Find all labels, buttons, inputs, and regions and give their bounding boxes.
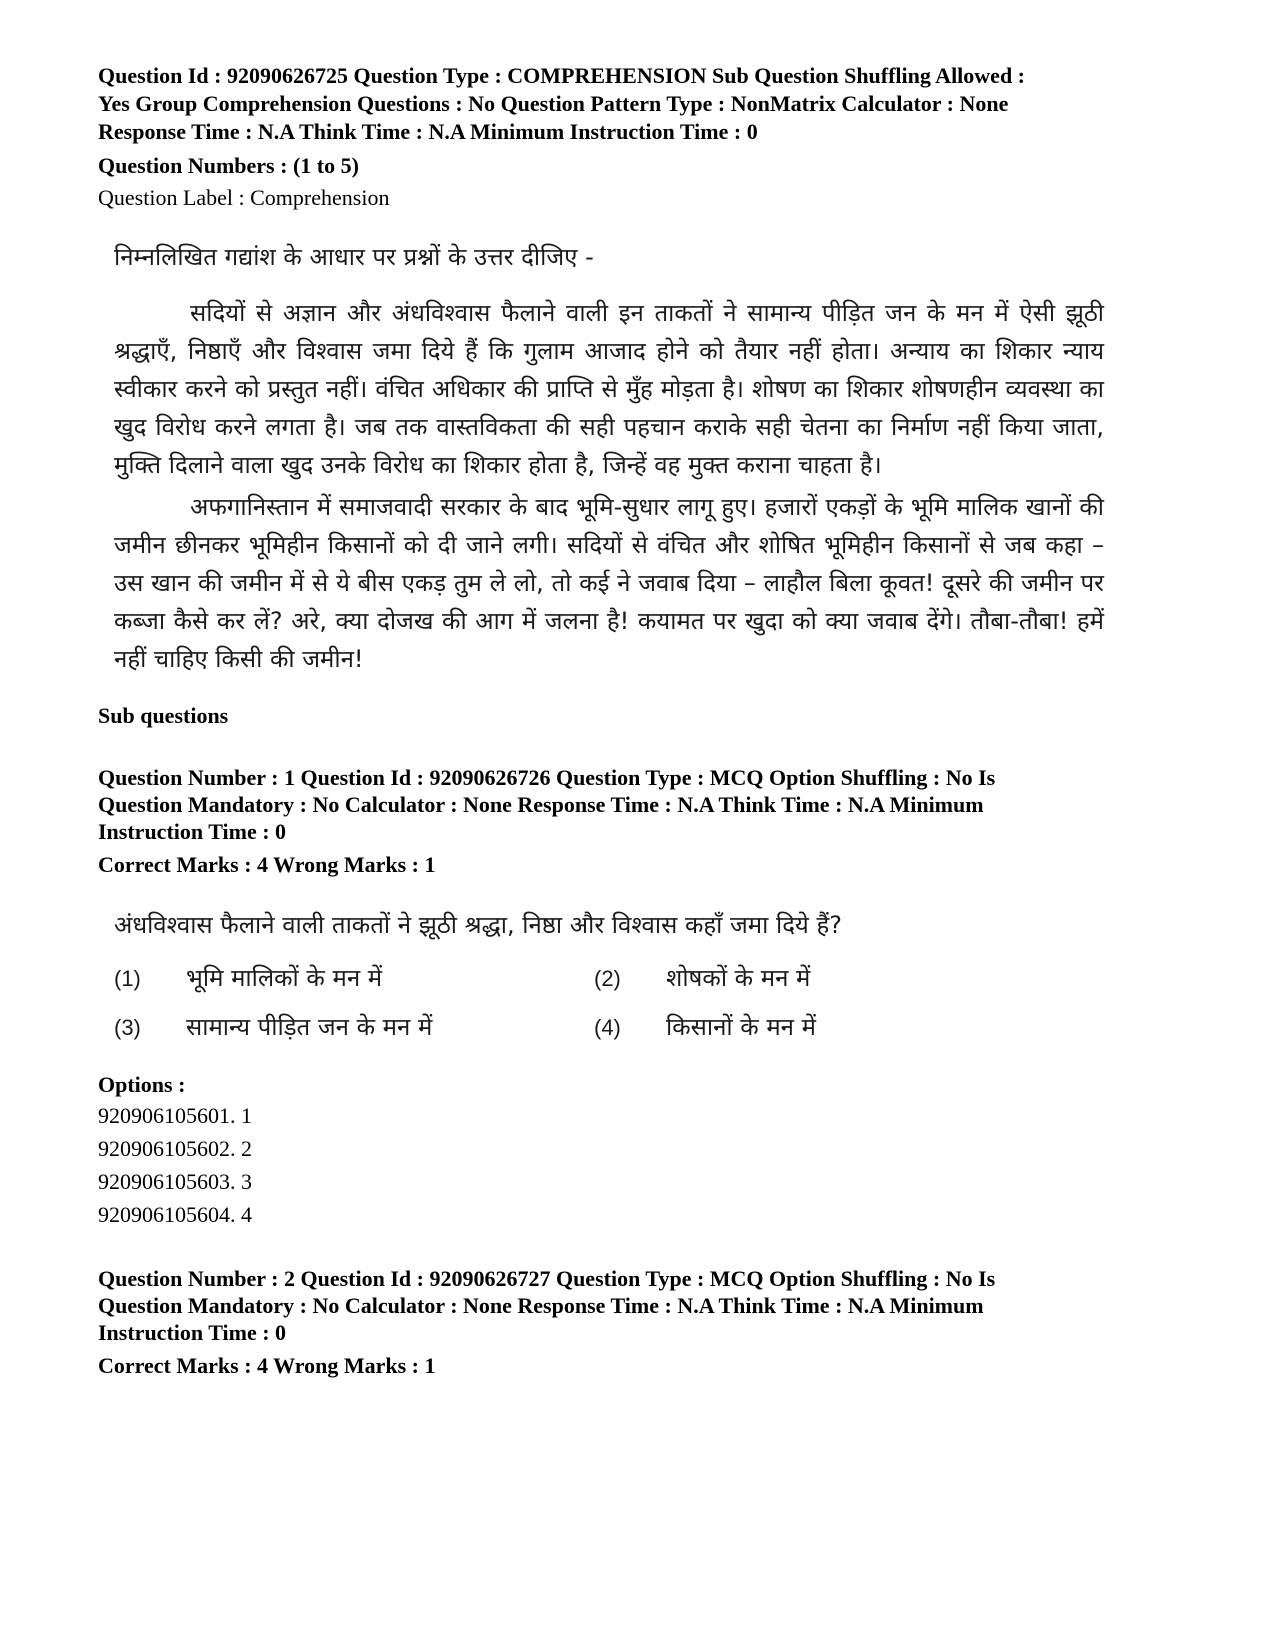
question-meta-line: Instruction Time : 0 [98, 819, 287, 844]
choice-text: शोषकों के मन में [666, 964, 811, 992]
option-item: 920906105602. 2 [98, 1136, 252, 1161]
option-item: 920906105601. 1 [98, 1103, 252, 1128]
option-item: 920906105603. 3 [98, 1169, 252, 1194]
comprehension-instruction: निम्नलिखित गद्यांश के आधार पर प्रश्नों के उत्तर दीजिए - [114, 243, 594, 271]
comprehension-passage [114, 294, 1104, 678]
question-1 [98, 764, 1183, 1231]
question-meta-line: Response Time : N.A Think Time : N.A Minimum Instruction Time : 0 [98, 119, 758, 144]
question-1-meta [98, 764, 1183, 845]
choice-number: (2) [594, 966, 621, 991]
choice-number: (1) [114, 966, 141, 991]
question-meta-line: Question Mandatory : No Calculator : None Response Time : N.A Think Time : N.A Minimum [98, 1293, 984, 1318]
question-meta-line: Instruction Time : 0 [98, 1320, 287, 1345]
question-header [98, 62, 1183, 212]
question-2-marks: Correct Marks : 4 Wrong Marks : 1 [98, 1353, 436, 1378]
question-meta-line: Question Number : 2 Question Id : 92090626727 Question Type : MCQ Option Shuffling : No Is [98, 1266, 996, 1291]
sub-questions-heading: Sub questions [98, 703, 229, 728]
options-heading: Options : [98, 1072, 186, 1097]
question-2 [98, 1265, 1183, 1380]
question-2-meta [98, 1265, 1183, 1346]
passage-paragraph: अफगानिस्तान में समाजवादी सरकार के बाद भूमि-सुधार लागू हुए। हजारों एकड़ों के भूमि मालिक खानों की जमीन छीनकर भूमिहीन किसानों को दी जाने लगी। सदियों से वंचित और शोषित भूमिहीन किसानों से जब कहा – उस खान की जमीन में से ये बीस एकड़ तुम ले लो, तो कई ने जवाब दिया – लाहौल बिला कूवत! दूसरे की जमीन पर कब्जा कैसे कर लें? अरे, क्या दोजख की आग में जलना है! कयामत पर खुदा को क्या जवाब देंगे। तौबा-तौबा! हमें नहीं चाहिए किसी की जमीन! [114, 493, 1104, 673]
choice-2 [594, 963, 914, 994]
choice-3 [114, 1012, 594, 1043]
question-meta-line: Yes Group Comprehension Questions : No Question Pattern Type : NonMatrix Calculator : None [98, 91, 1009, 116]
question-numbers: Question Numbers : (1 to 5) [98, 153, 359, 178]
question-1-choices [114, 963, 914, 1043]
document-page [98, 62, 1183, 1380]
choice-number: (4) [594, 1015, 621, 1040]
options-list [98, 1099, 1183, 1231]
question-label: Question Label : Comprehension [98, 185, 390, 210]
passage-paragraph: सदियों से अज्ञान और अंधविश्वास फैलाने वाली इन ताकतों ने सामान्य पीड़ित जन के मन में ऐसी झूठी श्रद्धाएँ, निष्ठाएँ और विश्वास जमा दिये हैं कि गुलाम आजाद होने को तैयार नहीं होता। अन्याय का शिकार न्याय स्वीकार करने को प्रस्तुत नहीं। वंचित अधिकार की प्राप्ति से मुँह मोड़ता है। शोषण का शिकार शोषणहीन व्यवस्था का खुद विरोध करने लगता है। जब तक वास्तविकता की सही पहचान कराके सही चेतना का निर्माण नहीं किया जाता, मुक्ति दिलाने वाला खुद उनके विरोध का शिकार होता है, जिन्हें वह मुक्त कराना चाहता है। [114, 299, 1104, 479]
choice-4 [594, 1012, 914, 1043]
question-meta-line: Question Mandatory : No Calculator : None Response Time : N.A Think Time : N.A Minimum [98, 792, 984, 817]
comprehension-block [98, 242, 1183, 678]
question-1-text: अंधविश्वास फैलाने वाली ताकतों ने झूठी श्रद्धा, निष्ठा और विश्वास कहाँ जमा दिये हैं? [114, 911, 842, 939]
choice-text: सामान्य पीड़ित जन के मन में [186, 1013, 433, 1041]
choice-text: किसानों के मन में [666, 1013, 816, 1041]
choice-1 [114, 963, 594, 994]
choice-number: (3) [114, 1015, 141, 1040]
option-item: 920906105604. 4 [98, 1202, 252, 1227]
question-1-marks: Correct Marks : 4 Wrong Marks : 1 [98, 852, 436, 877]
question-meta-line: Question Id : 92090626725 Question Type : COMPREHENSION Sub Question Shuffling Allowed : [98, 63, 1026, 88]
question-meta-line: Question Number : 1 Question Id : 92090626726 Question Type : MCQ Option Shuffling : No Is [98, 765, 996, 790]
choice-text: भूमि मालिकों के मन में [186, 964, 383, 992]
